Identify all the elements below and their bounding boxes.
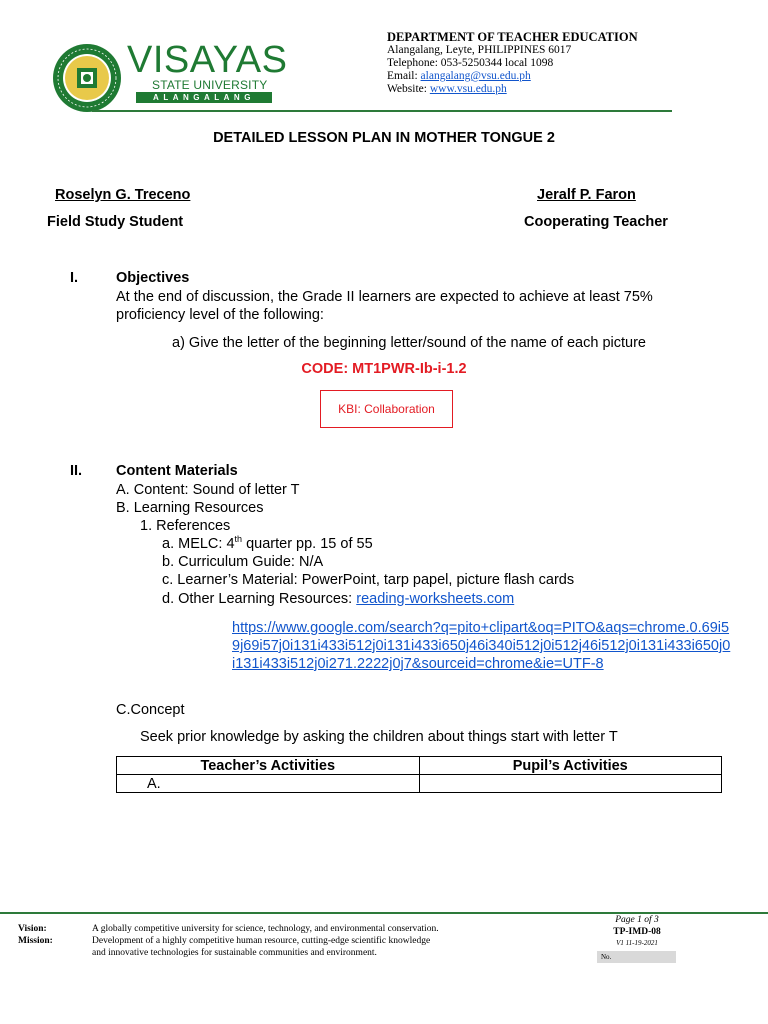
- email-label: Email:: [387, 70, 421, 82]
- section-number-content: II.: [70, 463, 83, 479]
- mission-text-2: and innovative technologies for sustainable communities and environment.: [92, 948, 377, 958]
- teacher-name: Jeralf P. Faron: [537, 187, 636, 203]
- references-heading: 1. References: [140, 518, 231, 534]
- brand-campus-bar: ALANGALANG: [136, 92, 272, 103]
- mission-text-1: Development of a highly competitive human resource, cutting-edge scientific knowledge: [92, 936, 431, 946]
- department-address: Alangalang, Leyte, PHILIPPINES 6017: [387, 44, 572, 56]
- number-label: No.: [601, 953, 612, 961]
- department-title: DEPARTMENT OF TEACHER EDUCATION: [387, 30, 638, 44]
- kbi-box: [320, 390, 453, 428]
- objectives-intro: At the end of discussion, the Grade II learners are expected to achieve at least 75% proficiency level of the following:: [116, 289, 653, 323]
- website-label: Website:: [387, 83, 430, 95]
- reference-other-resources: [162, 590, 514, 608]
- document-code: TP-IMD-08: [613, 927, 661, 937]
- header-divider: [92, 110, 672, 112]
- student-role: Field Study Student: [47, 214, 184, 230]
- document-title: DETAILED LESSON PLAN IN MOTHER TONGUE 2: [213, 130, 555, 146]
- objective-item-a: a) Give the letter of the beginning letter/sound of the name of each picture: [172, 335, 646, 351]
- table-header-row: [117, 757, 722, 775]
- competency-code: CODE: MT1PWR-Ib-i-1.2: [301, 361, 467, 377]
- melc-suffix: quarter pp. 15 of 55: [242, 536, 373, 552]
- melc-superscript: th: [234, 534, 243, 545]
- kbi-label: KBI: Collaboration: [338, 402, 435, 416]
- brand-wordmark: VISAYAS: [127, 39, 288, 81]
- mission-label: Mission:: [18, 936, 53, 946]
- reference-learners-material: c. Learner’s Material: PowerPoint, tarp papel, picture flash cards: [162, 572, 575, 588]
- melc-prefix: a. MELC: 4: [162, 536, 235, 552]
- page-info: [597, 914, 677, 948]
- university-seal-logo: [52, 43, 122, 113]
- teacher-role: Cooperating Teacher: [524, 214, 668, 230]
- reading-worksheets-link[interactable]: reading-worksheets.com: [356, 591, 515, 607]
- number-field: [597, 951, 676, 963]
- table-row: [117, 775, 722, 793]
- concept-heading: C.Concept: [116, 702, 185, 718]
- concept-text: Seek prior knowledge by asking the children about things start with letter T: [140, 729, 618, 745]
- brand-subtitle: STATE UNIVERSITY: [152, 78, 268, 92]
- teacher-activities-header: Teacher’s Activities: [117, 757, 420, 775]
- reference-curriculum-guide: b. Curriculum Guide: N/A: [162, 554, 324, 570]
- section-title-objectives: Objectives: [116, 270, 190, 286]
- document-version: V1 11-19-2021: [616, 939, 658, 947]
- department-website-row: [387, 83, 638, 96]
- reference-melc: [162, 535, 373, 553]
- teacher-activity-cell: A.: [117, 775, 420, 793]
- google-search-link[interactable]: https://www.google.com/search?q=pito+clipart&oq=PITO&aqs=chrome.0.69i59j69i57j0i131i433i512j0i131i433i650j46i340i512j0i512j46i512j0i131i433i650j0i131i433i512j0i271.2222j0j7&sourceid=chrome&ie=UTF-8: [232, 620, 731, 672]
- vision-label: Vision:: [18, 924, 47, 934]
- other-resources-label: d. Other Learning Resources:: [162, 591, 357, 607]
- content-item-b: B. Learning Resources: [116, 500, 264, 516]
- website-link[interactable]: www.vsu.edu.ph: [429, 83, 507, 95]
- activities-table: [116, 756, 722, 793]
- department-telephone: Telephone: 053-5250344 local 1098: [387, 57, 554, 69]
- page-number: Page 1 of 3: [615, 915, 659, 925]
- pupil-activity-cell: [419, 775, 722, 793]
- email-link[interactable]: alangalang@vsu.edu.ph: [420, 70, 531, 82]
- vision-text: A globally competitive university for science, technology, and environmental conservation.: [92, 924, 439, 934]
- section-title-content: Content Materials: [116, 463, 238, 479]
- student-name: Roselyn G. Treceno: [55, 187, 191, 203]
- department-info: [387, 31, 638, 96]
- department-email-row: [387, 70, 638, 83]
- pupil-activities-header: Pupil’s Activities: [419, 757, 722, 775]
- section-number-objectives: I.: [70, 270, 79, 286]
- content-item-a: A. Content: Sound of letter T: [116, 482, 300, 498]
